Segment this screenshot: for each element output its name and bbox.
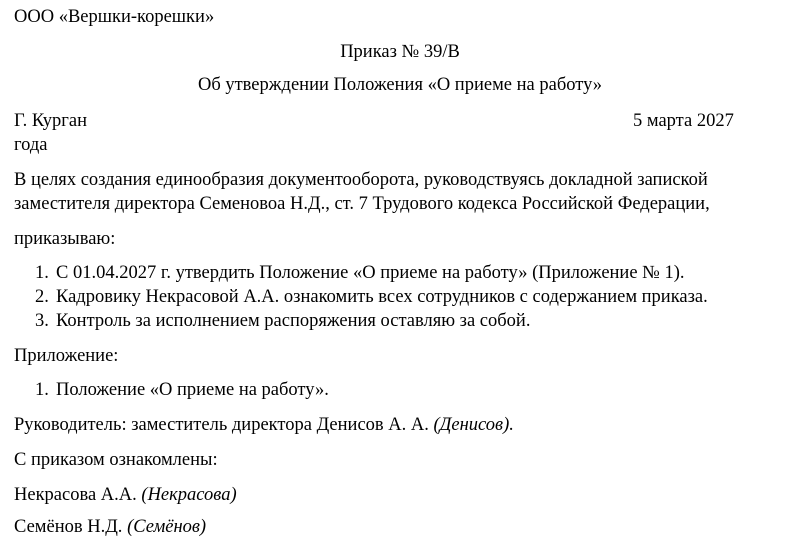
preamble-line-1: В целях создания единообразия документооборота, руководствуясь докладной запиской [14,170,708,190]
acquainted-label: С приказом ознакомлены: [14,450,218,470]
list-item-text: Контроль за исполнением распоряжения оставляю за собой. [56,311,531,331]
acquainted-signature: (Некрасова) [141,485,237,505]
preamble-line-2: заместителя директора Семеновоа Н.Д., ст. 7 Трудового кодекса Российской Федерации, [14,194,710,214]
list-item-number: 1. [35,263,49,283]
list-item-text: С 01.04.2027 г. утвердить Положение «О приеме на работу» (Приложение № 1). [56,263,685,283]
order-date-year-word: года [14,135,48,155]
list-item-text: Кадровику Некрасовой А.А. ознакомить всех сотрудников с содержанием приказа. [56,287,708,307]
list-item-number: 3. [35,311,49,331]
order-date: 5 марта 2027 [633,111,734,131]
list-item [35,286,708,308]
attachment-label: Приложение: [14,346,119,366]
list-item [35,262,684,284]
head-signature-label: Руководитель: заместитель директора Денисов А. А. [14,415,429,435]
acquainted-row [14,484,237,506]
organization-name: ООО «Вершки-корешки» [14,7,215,27]
order-verb: приказываю: [14,229,116,249]
acquainted-name: Некрасова А.А. [14,485,137,505]
list-item [35,310,530,332]
head-signature: (Денисов). [433,415,514,435]
order-title: Приказ № 39/В [340,42,460,62]
acquainted-signature: (Семёнов) [127,517,207,537]
list-item [35,379,329,401]
list-item-number: 2. [35,287,49,307]
acquainted-row [14,516,206,538]
order-subject: Об утверждении Положения «О приеме на работу» [197,75,603,95]
head-signature-line [14,414,514,436]
list-item-number: 1. [35,380,49,400]
acquainted-name: Семёнов Н.Д. [14,517,123,537]
order-city: Г. Курган [14,111,88,131]
list-item-text: Положение «О приеме на работу». [56,380,329,400]
